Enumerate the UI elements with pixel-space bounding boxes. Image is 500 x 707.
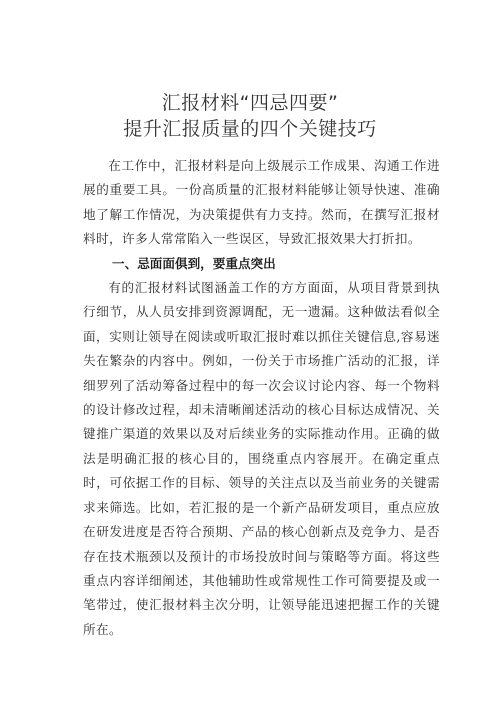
document-title: 汇报材料“四忌四要” <box>161 92 339 114</box>
section-heading: 一、忌面面俱到，要重点突出 <box>112 255 276 271</box>
section-paragraph: 有的汇报材料试图涵盖工作的方方面面，从项目背景到执行细节，从人员安排到资源调配，无一遗漏。这种做法看似全面，实则让领导在阅读或听取汇报时难以抓住关键信息,容易迷失在繁杂的内容中。例如，一份关于市场推广活动的汇报，详细罗列了活动筹备过程中的每一次会议讨论内容、每一个物料的设计修改过程，却未清晰阐述活动的核心目标达成情况、关键推广渠道的效果以及对后续业务的实际推动作用。正确的做法是明确汇报的核心目的，围绕重点内容展开。在确定重点时，可依据工作的目标、领导的关注点以及当前业务的关键需求来筛选。比如，若汇报的是一个新产品研发项目，重点应放在研发进度是否符合预期、产品的核心创新点及竞争力、是否存在技术瓶颈以及预计的市场投放时间与策略等方面。将这些重点内容详细阐述，其他辅助性或常规性工作可简要提及或一笔带过，使汇报材料主次分明，让领导能迅速把握工作的关键所在。 <box>83 280 440 637</box>
document-body <box>83 154 440 642</box>
document-subtitle: 提升汇报质量的四个关键技巧 <box>123 118 377 140</box>
intro-paragraph: 在工作中，汇报材料是向上级展示工作成果、沟通工作进展的重要工具。一份高质量的汇报材料能够让领导快速、准确地了解工作情况，为决策提供有力支持。然而，在撰写汇报材料时，许多人常常陷入一些误区，导致汇报效果大打折扣。 <box>83 158 440 247</box>
